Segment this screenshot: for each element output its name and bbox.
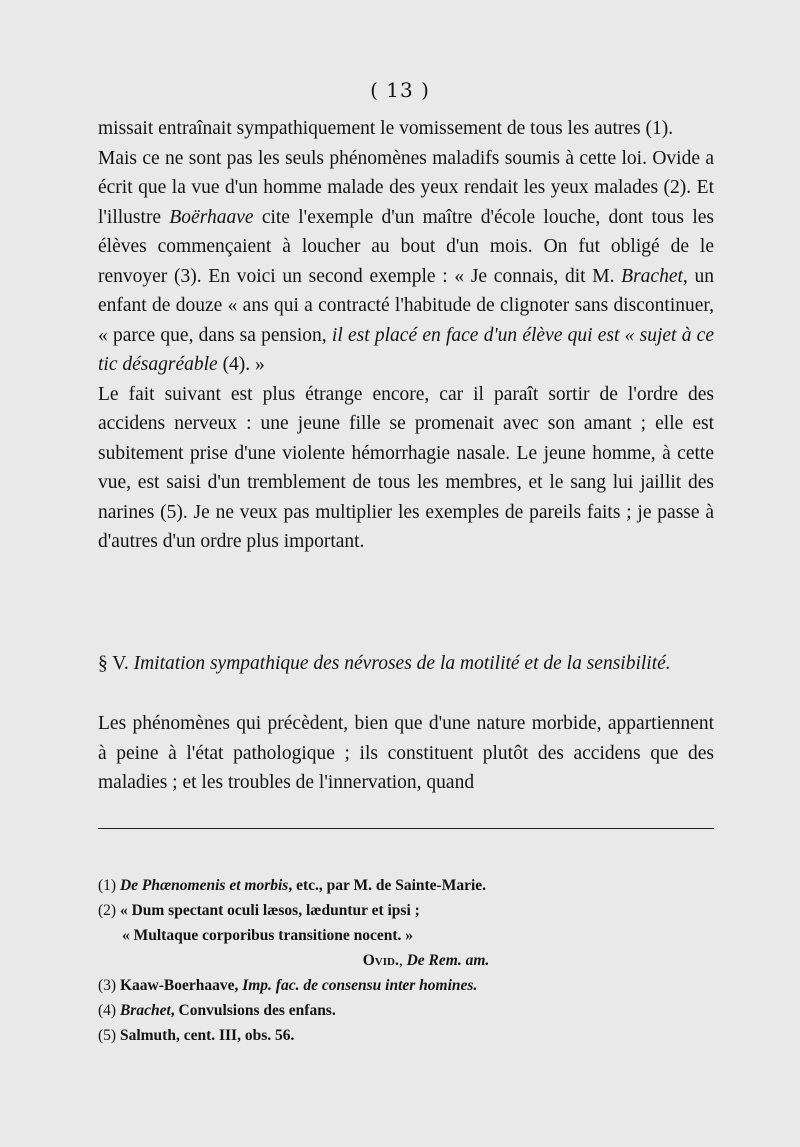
body-text <box>98 114 714 557</box>
italic-text: Brachet <box>621 265 683 287</box>
footnote-number: (3) <box>98 977 117 994</box>
footnote-number: (1) <box>98 877 117 894</box>
footnote-verse-line-1: « Dum spectant oculi læsos, læduntur et ipsi ; <box>119 902 420 919</box>
text-run: (4). » <box>217 354 265 375</box>
text-run: missait entraînait sympathiquement le vomissement de tous les autres (1). <box>98 118 674 139</box>
footnote-5 <box>98 1023 714 1048</box>
paragraph-4: Les phénomènes qui précèdent, bien que d'une nature morbide, appartiennent à peine à l'état pathologique ; ils constituent plutôt des accidens que des maladies ; et les troubles de l'innervation, quand <box>98 713 714 793</box>
footnote-number: (4) <box>98 1002 117 1019</box>
text-run: Le fait suivant est plus étrange encore, car il paraît sortir de l'ordre des accidens nerveux : une jeune fille se promenait avec son amant ; elle est subitement prise d'une violente hémorrhagie nasale. Le jeune homme, à cette vue, est saisi d'un tremblement de tous les membres, et le sang lui jaillit des narines (5). Je ne veux pas multiplier les exemples de pareils faits ; je passe à d'autres d'un ordre plus important. <box>98 383 714 552</box>
text-run: Mais ce ne sont pas les seuls phénomènes maladifs soumis à cette loi. Ovide a écrit que la vue d'un homme malade des yeux rendait les yeux malades (2). Et l'illustre <box>98 147 714 228</box>
footnote-verse-line-2: « Multaque corporibus transitione nocent. » <box>122 927 414 944</box>
footnote-title: Imp. fac. de consensu inter homines. <box>242 977 478 994</box>
footnote-text: Salmuth, cent. III, obs. 56. <box>119 1027 295 1044</box>
footnote-rule <box>98 828 714 829</box>
footnote-title: De Phænomenis et morbis <box>119 877 289 894</box>
footnote-3 <box>98 973 714 998</box>
italic-text: il est placé en face d'un élève qui est « sujet à ce tic désagréable <box>98 324 714 375</box>
footnote-text: , Convulsions des enfans. <box>170 1002 336 1019</box>
section-number: § V. <box>98 653 129 674</box>
footnote-2 <box>98 898 714 923</box>
footnote-author: Kaaw-Boerhaave, <box>119 977 239 994</box>
paragraph-3 <box>98 380 714 557</box>
footnote-2-verse-line-2 <box>98 923 714 948</box>
text-run: , un enfant de douze « ans qui a contracté l'habitude de clignoter sans discontinuer, « parce que, dans sa pension, <box>98 265 714 346</box>
attribution-author: Ovid. <box>362 952 399 969</box>
page-number: ( 13 ) <box>370 78 430 102</box>
footnote-2-attribution: Ovid., De Rem. am. <box>362 952 490 969</box>
section-heading <box>98 650 714 678</box>
italic-text: Boërhaave <box>169 206 254 228</box>
footnote-number: (2) <box>98 902 117 919</box>
footnote-1 <box>98 873 714 898</box>
paragraph-2 <box>98 144 714 380</box>
body-text-continued <box>98 709 714 798</box>
footnote-number: (5) <box>98 1027 117 1044</box>
section-title: Imitation sympathique des névroses de la motilité et de la sensibilité. <box>133 653 671 674</box>
footnote-author: Brachet <box>119 1002 171 1019</box>
attribution-work: De Rem. am. <box>406 952 490 969</box>
text-run: cite l'exemple d'un maître d'école louche, dont tous les élèves commençaient à loucher au bout d'un mois. On fut obligé de le renvoyer (3). En voici un second exemple : « Je connais, dit M. <box>98 206 714 287</box>
footnotes <box>98 873 714 1048</box>
footnote-4 <box>98 998 714 1023</box>
paragraph-1 <box>98 114 714 144</box>
footnote-text: , etc., par M. de Sainte-Marie. <box>288 877 487 894</box>
